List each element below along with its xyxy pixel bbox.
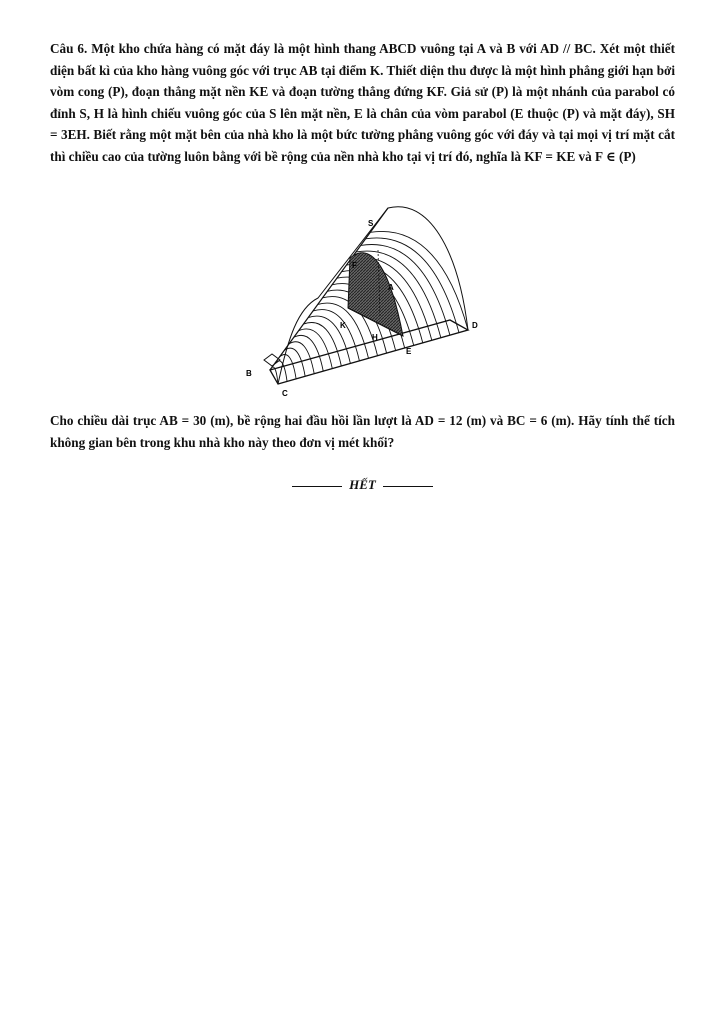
label-h: H bbox=[372, 333, 378, 342]
label-s: S bbox=[368, 219, 374, 228]
problem-question: Cho chiều dài trục AB = 30 (m), bề rộng hai đầu hồi lần lượt là AD = 12 (m) và BC = 6 (m). Hãy tính thể tích không gian bên trong khu nhà kho này theo đơn vị mét khối? bbox=[50, 413, 675, 450]
end-marker bbox=[0, 477, 725, 493]
label-b: B bbox=[246, 369, 252, 378]
arch-rib bbox=[299, 329, 333, 369]
label-k: K bbox=[340, 321, 346, 330]
label-d: D bbox=[472, 321, 478, 330]
warehouse-figure bbox=[228, 188, 518, 403]
arch-rib bbox=[313, 310, 359, 361]
label-a: A bbox=[388, 283, 394, 292]
end-text: HẾT bbox=[349, 477, 376, 492]
end-rule-left bbox=[292, 486, 342, 487]
arch-rib bbox=[289, 342, 314, 374]
label-c: C bbox=[282, 389, 288, 398]
problem-statement: Câu 6. Một kho chứa hàng có mặt đáy là một hình thang ABCD vuông tại A và B với AD // BC. Xét một thiết diện bất kì của kho hàng vuông góc với trục AB tại điểm K. Thiết diện thu được là một hình phẳng giới hạn bởi vòm cong (P), đoạn thẳng mặt nền KE và đoạn tường thẳng đứng KF. Giả sử (P) là một nhánh của parabol có đỉnh S, H là hình chiếu vuông góc của S lên mặt nền, E là chân của vòm parabol (E thuộc (P) và mặt đáy), SH = 3EH. Biết rằng một mặt bên của nhà kho là một bức tường phẳng vuông góc với đáy và tại mọi vị trí mặt cắt thì chiều cao của tường luôn bằng với bề rộng của nền nhà kho tại vị trí đó, nghĩa là KF = KE và F ∈ (P) bbox=[50, 41, 675, 164]
label-e: E bbox=[406, 347, 412, 356]
end-rule-right bbox=[383, 486, 433, 487]
label-f: F bbox=[352, 261, 357, 270]
